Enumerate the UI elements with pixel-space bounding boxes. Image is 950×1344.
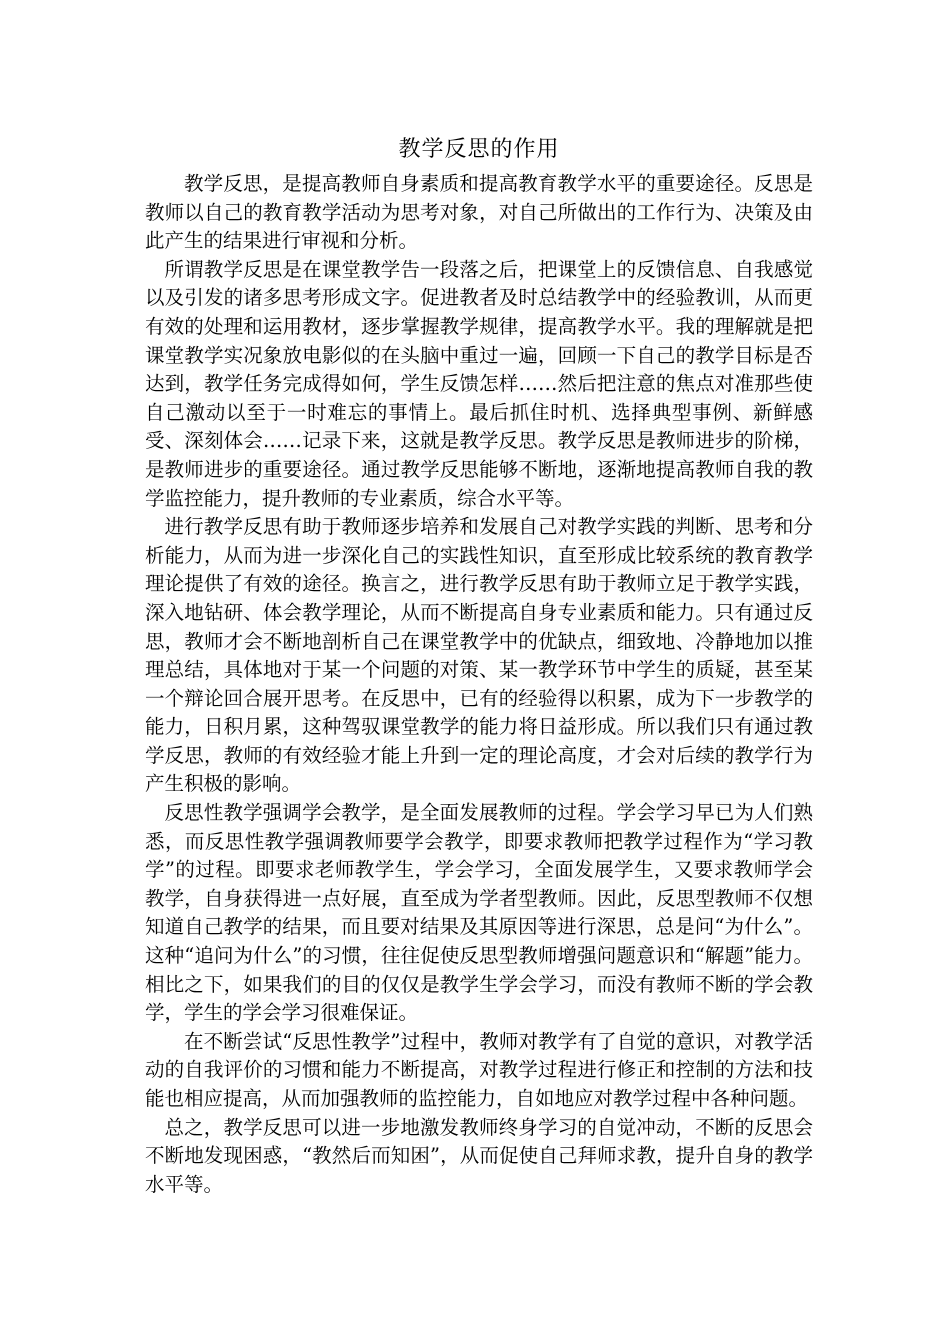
paragraph-4: 反思性教学强调学会教学，是全面发展教师的过程。学会学习早已为人们熟悉，而反思性教学强调教师要学会教学，即要求教师把教学过程作为“学习教学”的过程。即要求老师教学生，学会学习，全面发展学生，又要求教师学会教学，自身获得进一点好展，直至成为学者型教师。因此，反思型教师不仅想知道自己教学的结果，而且要对结果及其原因等进行深思，总是问“为什么”。这种“追问为什么”的习惯，往往促使反思型教师增强问题意识和“解题”能力。相比之下，如果我们的目的仅仅是教学生学会学习，而没有教师不断的学会教学，学生的学会学习很难保证。 [145, 801, 813, 1025]
paragraph-5: 在不断尝试“反思性教学”过程中，教师对教学有了自觉的意识，对教学活动的自我评价的习惯和能力不断提高，对教学过程进行修正和控制的方法和技能也相应提高，从而加强教师的监控能力，自如地应对教学过程中各种问题。 [145, 1029, 813, 1110]
document-title: 教学反思的作用 [398, 137, 560, 162]
document-body [145, 170, 813, 1199]
paragraph-6: 总之，教学反思可以进一步地激发教师终身学习的自觉冲动，不断的反思会不断地发现困惑，“教然后而知困”，从而促使自己拜师求教，提升自身的教学水平等。 [145, 1115, 813, 1196]
paragraph-1: 教学反思，是提高教师自身素质和提高教育教学水平的重要途径。反思是教师以自己的教育教学活动为思考对象，对自己所做出的工作行为、决策及由此产生的结果进行审视和分析。 [145, 172, 813, 253]
paragraph-3: 进行教学反思有助于教师逐步培养和发展自己对教学实践的判断、思考和分析能力，从而为进一步深化自己的实践性知识，直至形成比较系统的教育教学理论提供了有效的途径。换言之，进行教学反思有助于教师立足于教学实践，深入地钻研、体会教学理论，从而不断提高自身专业素质和能力。只有通过反思，教师才会不断地剖析自己在课堂教学中的优缺点，细致地、冷静地加以推理总结，具体地对于某一个问题的对策、某一教学环节中学生的质疑，甚至某一个辩论回合展开思考。在反思中，已有的经验得以积累，成为下一步教学的能力，日积月累，这种驾驭课堂教学的能力将日益形成。所以我们只有通过教学反思，教师的有效经验才能上升到一定的理论高度，才会对后续的教学行为产生积极的影响。 [145, 515, 813, 796]
paragraph-2: 所谓教学反思是在课堂教学告一段落之后，把课堂上的反馈信息、自我感觉以及引发的诸多思考形成文字。促进教者及时总结教学中的经验教训，从而更有效的处理和运用教材，逐步掌握教学规律，提高教学水平。我的理解就是把课堂教学实况象放电影似的在头脑中重过一遍，回顾一下自己的教学目标是否达到，教学任务完成得如何，学生反馈怎样……然后把注意的焦点对准那些使自己激动以至于一时难忘的事情上。最后抓住时机、选择典型事例、新鲜感受、深刻体会……记录下来，这就是教学反思。教学反思是教师进步的阶梯，是教师进步的重要途径。通过教学反思能够不断地，逐渐地提高教师自我的教学监控能力，提升教师的专业素质，综合水平等。 [145, 257, 813, 510]
document-page [145, 134, 813, 1199]
